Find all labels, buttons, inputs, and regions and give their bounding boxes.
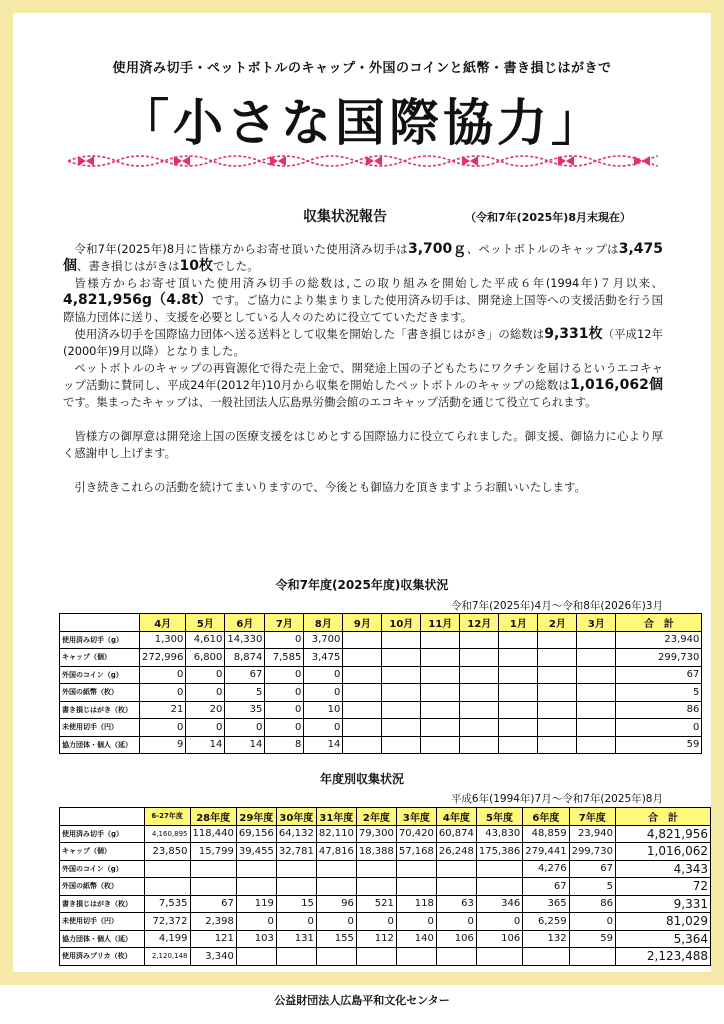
table-row: [60, 878, 711, 896]
table-cell: [276, 948, 316, 966]
table-row: [60, 948, 711, 966]
row-label: 使用済みプリカ（枚）: [60, 948, 145, 966]
table-cell: 4,199: [144, 930, 190, 948]
table-cell: [276, 860, 316, 878]
yearly-table-title: 年度別収集状況: [319, 772, 404, 786]
table-cell: [460, 649, 499, 667]
table-cell: 299,730: [569, 843, 615, 861]
table-cell: 8: [265, 736, 304, 754]
column-header: 28年度: [190, 808, 236, 826]
table-cell: 0: [140, 684, 186, 702]
table-corner-cell: [60, 808, 145, 826]
table-cell: [421, 631, 460, 649]
table-cell: [538, 666, 577, 684]
table-cell: [343, 701, 382, 719]
table-cell: [343, 649, 382, 667]
row-label: 書き損じはがき（枚）: [60, 895, 145, 913]
column-header: 合 計: [616, 614, 702, 632]
table-cell: 3,475: [304, 649, 343, 667]
row-label: 外国の紙幣（枚）: [60, 684, 140, 702]
table-cell: 67: [616, 666, 702, 684]
main-title: 「小さな国際協力」: [119, 94, 605, 152]
table-cell: [538, 649, 577, 667]
column-header: 12月: [460, 614, 499, 632]
table-cell: [382, 666, 421, 684]
table-cell: [421, 701, 460, 719]
table-cell: [382, 736, 421, 754]
row-label: 協力団体・個人（延）: [60, 736, 140, 754]
table-cell: 119: [236, 895, 276, 913]
table-cell: [396, 948, 436, 966]
table-cell: [382, 684, 421, 702]
table-cell: 10: [304, 701, 343, 719]
table-cell: 0: [356, 913, 396, 931]
row-label: 使用済み切手（g）: [60, 631, 140, 649]
table-cell: [343, 719, 382, 737]
table-cell: 0: [316, 913, 356, 931]
column-header: 5月: [186, 614, 225, 632]
table-cell: 0: [186, 666, 225, 684]
table-cell: 15: [276, 895, 316, 913]
table-cell: 14: [304, 736, 343, 754]
table-cell: [382, 701, 421, 719]
table-cell: 0: [225, 719, 265, 737]
table-cell: 67: [225, 666, 265, 684]
table-cell: [421, 719, 460, 737]
table-cell: 32,781: [276, 843, 316, 861]
table-cell: 48,859: [523, 825, 569, 843]
table-cell: [476, 878, 522, 896]
table-cell: 64,132: [276, 825, 316, 843]
paragraph-3: 使用済み切手を国際協力団体へ送る送料として収集を開始した「書き損じはがき」の総数は9,331枚（平成12年(2000年)9月以降）となりました。: [63, 326, 663, 358]
table-cell: 365: [523, 895, 569, 913]
table-cell: [577, 684, 616, 702]
bow-icons: [78, 156, 650, 166]
table-cell: [499, 736, 538, 754]
table-cell: [316, 860, 356, 878]
column-header: 2月: [538, 614, 577, 632]
table-cell: [421, 736, 460, 754]
table-cell: 14,330: [225, 631, 265, 649]
table-cell: [538, 631, 577, 649]
table-cell: 0: [265, 666, 304, 684]
table-row: [60, 825, 711, 843]
table-cell: [499, 631, 538, 649]
table-cell: 26,248: [436, 843, 476, 861]
table-cell: 2,123,488: [615, 948, 710, 966]
table-cell: [476, 860, 522, 878]
table-cell: 121: [190, 930, 236, 948]
table-cell: [436, 948, 476, 966]
table-cell: 2,120,148: [144, 948, 190, 966]
table-cell: [356, 948, 396, 966]
table-cell: 0: [304, 719, 343, 737]
report-title: 収集状況報告: [303, 209, 387, 225]
table-cell: 23,850: [144, 843, 190, 861]
table-cell: [499, 666, 538, 684]
table-cell: 5,364: [615, 930, 710, 948]
column-header: 31年度: [316, 808, 356, 826]
table-row: [60, 631, 702, 649]
row-label: キャップ（個）: [60, 843, 145, 861]
table-cell: 299,730: [616, 649, 702, 667]
report-date: （令和7年(2025年)8月末現在）: [465, 211, 631, 224]
table-row: [60, 666, 702, 684]
table-cell: [316, 948, 356, 966]
monthly-table: [59, 613, 702, 754]
table-cell: 1,300: [140, 631, 186, 649]
table-cell: 3,340: [190, 948, 236, 966]
table-cell: 0: [186, 684, 225, 702]
paragraph-1: 令和7年(2025年)8月に皆様方からお寄せ頂いた使用済み切手は3,700ｇ、ペットボトルのキャップは3,475個、書き損じはがきは10枚でした。: [63, 241, 663, 274]
table-cell: 35: [225, 701, 265, 719]
table-cell: 0: [186, 719, 225, 737]
table-cell: 0: [265, 684, 304, 702]
table-cell: 69,156: [236, 825, 276, 843]
table-cell: 272,996: [140, 649, 186, 667]
row-label: 外国のコイン（g）: [60, 860, 145, 878]
table-cell: 0: [569, 913, 615, 931]
table-cell: [577, 649, 616, 667]
table-cell: 6,259: [523, 913, 569, 931]
table-cell: 106: [436, 930, 476, 948]
table-cell: [236, 948, 276, 966]
row-label: 協力団体・個人（延）: [60, 930, 145, 948]
table-cell: 140: [396, 930, 436, 948]
table-cell: 1,016,062: [615, 843, 710, 861]
column-header: 5年度: [476, 808, 522, 826]
table-cell: [343, 631, 382, 649]
column-header: 1月: [499, 614, 538, 632]
yearly-table-range: 平成6年(1994年)7月～令和7年(2025年)8月: [450, 793, 663, 805]
table-cell: [421, 684, 460, 702]
table-cell: 0: [276, 913, 316, 931]
table-cell: [382, 649, 421, 667]
column-header: 6-27年度: [144, 808, 190, 826]
table-corner-cell: [60, 614, 140, 632]
table-cell: [499, 684, 538, 702]
table-cell: [356, 878, 396, 896]
table-cell: 0: [140, 666, 186, 684]
table-cell: 57,168: [396, 843, 436, 861]
table-cell: 103: [236, 930, 276, 948]
table-cell: 106: [476, 930, 522, 948]
table-cell: [499, 649, 538, 667]
table-cell: [577, 666, 616, 684]
table-cell: 23,940: [616, 631, 702, 649]
table-cell: [476, 948, 522, 966]
row-label: 書き損じはがき（枚）: [60, 701, 140, 719]
table-cell: 86: [569, 895, 615, 913]
table-cell: [569, 948, 615, 966]
column-header: 29年度: [236, 808, 276, 826]
column-header: 11月: [421, 614, 460, 632]
table-cell: 4,343: [615, 860, 710, 878]
monthly-table-range: 令和7年(2025年)4月～令和8年(2026年)3月: [450, 600, 663, 612]
table-cell: 79,300: [356, 825, 396, 843]
column-header: 7月: [265, 614, 304, 632]
table-cell: 346: [476, 895, 522, 913]
table-cell: 131: [276, 930, 316, 948]
table-cell: 47,816: [316, 843, 356, 861]
table-cell: 43,830: [476, 825, 522, 843]
report-body: [63, 241, 663, 496]
table-cell: [460, 684, 499, 702]
table-cell: 4,821,956: [615, 825, 710, 843]
table-cell: 7,585: [265, 649, 304, 667]
table-cell: [144, 878, 190, 896]
ribbon-decoration: [68, 145, 658, 175]
table-cell: [499, 719, 538, 737]
table-cell: [236, 860, 276, 878]
table-cell: 0: [265, 631, 304, 649]
column-header: 3月: [577, 614, 616, 632]
subtitle: 使用済み切手・ペットボトルのキャップ・外国のコインと紙幣・書き損じはがきで: [112, 61, 612, 76]
table-cell: 86: [616, 701, 702, 719]
table-row: [60, 684, 702, 702]
table-cell: 14: [225, 736, 265, 754]
table-row: [60, 843, 711, 861]
table-cell: [276, 878, 316, 896]
table-cell: 0: [476, 913, 522, 931]
row-label: キャップ（個）: [60, 649, 140, 667]
column-header: 4月: [140, 614, 186, 632]
row-label: 未使用切手（円）: [60, 913, 145, 931]
table-cell: [577, 631, 616, 649]
table-cell: 0: [616, 719, 702, 737]
table-cell: 175,386: [476, 843, 522, 861]
table-cell: 72: [615, 878, 710, 896]
table-cell: 112: [356, 930, 396, 948]
table-cell: 0: [304, 684, 343, 702]
table-cell: [236, 878, 276, 896]
table-cell: [538, 684, 577, 702]
table-cell: 5: [569, 878, 615, 896]
table-cell: [190, 878, 236, 896]
row-label: 外国のコイン（g）: [60, 666, 140, 684]
table-cell: [460, 719, 499, 737]
table-cell: [436, 878, 476, 896]
table-row: [60, 701, 702, 719]
table-cell: 521: [356, 895, 396, 913]
table-cell: 9,331: [615, 895, 710, 913]
table-row: [60, 719, 702, 737]
table-cell: [382, 631, 421, 649]
column-header: 合 計: [615, 808, 710, 826]
column-header: 8月: [304, 614, 343, 632]
table-row: [60, 930, 711, 948]
table-row: [60, 860, 711, 878]
table-cell: 5: [225, 684, 265, 702]
table-row: [60, 895, 711, 913]
table-cell: 67: [569, 860, 615, 878]
table-cell: [577, 736, 616, 754]
table-cell: 23,940: [569, 825, 615, 843]
table-cell: 39,455: [236, 843, 276, 861]
table-cell: 82,110: [316, 825, 356, 843]
column-header: 30年度: [276, 808, 316, 826]
table-cell: [343, 666, 382, 684]
table-cell: 59: [569, 930, 615, 948]
yearly-table: [59, 807, 711, 966]
table-cell: [523, 948, 569, 966]
table-cell: 3,700: [304, 631, 343, 649]
table-cell: [421, 666, 460, 684]
table-row: [60, 913, 711, 931]
table-cell: [144, 860, 190, 878]
table-cell: 20: [186, 701, 225, 719]
table-cell: 132: [523, 930, 569, 948]
table-cell: [577, 701, 616, 719]
column-header: 9月: [343, 614, 382, 632]
table-cell: 5: [616, 684, 702, 702]
table-cell: [538, 719, 577, 737]
table-cell: 21: [140, 701, 186, 719]
table-cell: 7,535: [144, 895, 190, 913]
table-cell: 70,420: [396, 825, 436, 843]
table-cell: [190, 860, 236, 878]
row-label: 外国の紙幣（枚）: [60, 878, 145, 896]
table-cell: 63: [436, 895, 476, 913]
paragraph-4: ペットボトルのキャップの再資源化で得た売上金で、開発途上国の子どもたちにワクチンを届けるというエコキャップ活動に賛同し、平成24年(2012年)10月から収集を開始したペットボトルのキャップの総数は1,016,062個です。集まったキャップは、一般社団法人広島県労働会館のエコキャップ活動を通じて役立てられます。: [63, 361, 664, 409]
column-header: 3年度: [396, 808, 436, 826]
column-header: 10月: [382, 614, 421, 632]
table-cell: 4,610: [186, 631, 225, 649]
table-cell: 15,799: [190, 843, 236, 861]
column-header: 2年度: [356, 808, 396, 826]
row-label: 未使用切手（円）: [60, 719, 140, 737]
table-cell: [499, 701, 538, 719]
table-cell: 6,800: [186, 649, 225, 667]
paragraph-6: 引き続きこれらの活動を続けてまいりますので、今後とも御協力を頂きますようお願いいたします。: [74, 480, 586, 494]
table-cell: 279,441: [523, 843, 569, 861]
column-header: 6月: [225, 614, 265, 632]
table-cell: 67: [523, 878, 569, 896]
table-cell: [538, 736, 577, 754]
table-cell: [356, 860, 396, 878]
table-cell: 0: [265, 719, 304, 737]
table-cell: 118,440: [190, 825, 236, 843]
table-cell: 59: [616, 736, 702, 754]
footer-organization: 公益財団法人広島平和文化センター: [274, 994, 450, 1007]
table-cell: 96: [316, 895, 356, 913]
table-cell: [460, 701, 499, 719]
table-cell: [460, 736, 499, 754]
table-cell: [538, 701, 577, 719]
table-cell: 81,029: [615, 913, 710, 931]
table-cell: 72,372: [144, 913, 190, 931]
table-cell: 4,160,895: [144, 825, 190, 843]
table-cell: [343, 684, 382, 702]
table-cell: 0: [265, 701, 304, 719]
column-header: 6年度: [523, 808, 569, 826]
table-cell: 118: [396, 895, 436, 913]
table-cell: [316, 878, 356, 896]
table-cell: 0: [396, 913, 436, 931]
table-cell: [382, 719, 421, 737]
table-cell: 9: [140, 736, 186, 754]
table-cell: 67: [190, 895, 236, 913]
table-cell: 14: [186, 736, 225, 754]
table-cell: 0: [140, 719, 186, 737]
table-cell: 0: [236, 913, 276, 931]
table-cell: [343, 736, 382, 754]
table-cell: 18,388: [356, 843, 396, 861]
column-header: 7年度: [569, 808, 615, 826]
table-row: [60, 649, 702, 667]
table-cell: [460, 666, 499, 684]
table-cell: 155: [316, 930, 356, 948]
table-cell: [460, 631, 499, 649]
table-cell: 4,276: [523, 860, 569, 878]
table-header-row: [60, 808, 711, 826]
table-header-row: [60, 614, 702, 632]
table-cell: [577, 719, 616, 737]
table-cell: 8,874: [225, 649, 265, 667]
paragraph-2: 皆様方からお寄せ頂いた使用済み切手の総数は,この取り組みを開始した平成６年(1994年)７月以来、4,821,956g（4.8t）です。ご協力により集まりました使用済み切手は、開発途上国等への支援活動を行う国際協力団体に送り、支援を必要としている人々のために役立てていただきます。: [63, 276, 664, 324]
column-header: 4年度: [436, 808, 476, 826]
table-cell: [396, 878, 436, 896]
row-label: 使用済み切手（g）: [60, 825, 145, 843]
table-cell: 0: [436, 913, 476, 931]
table-cell: [436, 860, 476, 878]
paragraph-5: 皆様方の御厚意は開発途上国の医療支援をはじめとする国際協力に役立てられました。御支援、御協力に心より厚く感謝申し上げます。: [63, 429, 663, 460]
table-cell: 0: [304, 666, 343, 684]
table-cell: [421, 649, 460, 667]
table-row: [60, 736, 702, 754]
table-cell: 2,398: [190, 913, 236, 931]
table-cell: 60,874: [436, 825, 476, 843]
table-cell: [396, 860, 436, 878]
monthly-table-title: 令和7年度(2025年度)収集状況: [275, 578, 449, 592]
page-inner: [13, 13, 711, 972]
